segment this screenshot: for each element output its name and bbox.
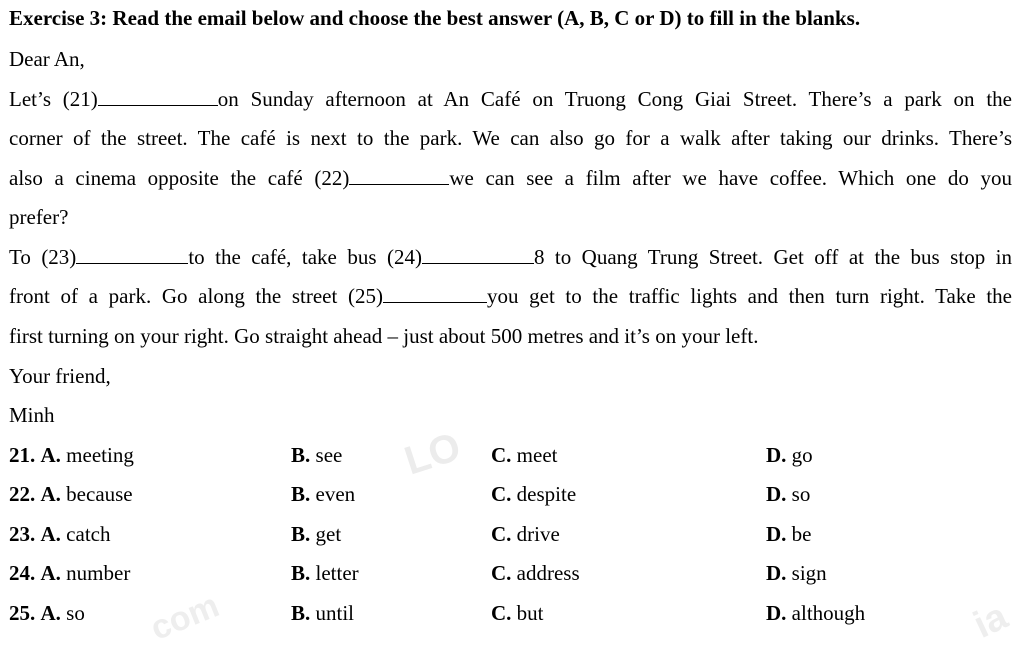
question-24-option-a[interactable]: 24. A. number — [9, 561, 131, 585]
blank-22 — [349, 166, 449, 185]
email-closing: Your friend, — [9, 364, 111, 388]
exercise-title: Exercise 3: Read the email below and choose the best answer (A, B, C or D) to fill in the blanks. — [9, 6, 861, 30]
question-22-option-c[interactable]: C. despite — [491, 482, 577, 506]
blank-21 — [98, 87, 218, 106]
question-23-option-a[interactable]: 23. A. catch — [9, 522, 111, 546]
question-25-option-c[interactable]: C. but — [491, 601, 544, 625]
question-24-option-d[interactable]: D. sign — [766, 561, 827, 585]
question-23-option-d[interactable]: D. be — [766, 522, 812, 546]
question-24-option-c[interactable]: C. address — [491, 561, 580, 585]
question-21-option-b[interactable]: B. see — [291, 443, 343, 467]
blank-24 — [422, 245, 534, 264]
blank-25 — [383, 284, 487, 303]
question-21-option-a[interactable]: 21. A. meeting — [9, 443, 134, 467]
email-line: front of a park. Go along the street (25) you get to the traffic lights and then turn right. Take the — [9, 284, 1012, 308]
question-22-option-a[interactable]: 22. A. because — [9, 482, 133, 506]
email-line: first turning on your right. Go straight ahead – just about 500 metres and it’s on your left. — [9, 324, 759, 348]
email-line: To (23) to the café, take bus (24) 8 to Quang Trung Street. Get off at the bus stop in — [9, 245, 1012, 269]
question-21-option-c[interactable]: C. meet — [491, 443, 558, 467]
email-line: corner of the street. The café is next to the park. We can also go for a walk after taking our drinks. There’s — [9, 126, 1012, 150]
question-22-option-b[interactable]: B. even — [291, 482, 356, 506]
email-greeting: Dear An, — [9, 47, 85, 71]
email-line: prefer? — [9, 205, 69, 229]
question-25-option-a[interactable]: 25. A. so — [9, 601, 85, 625]
question-21-option-d[interactable]: D. go — [766, 443, 813, 467]
question-25-option-b[interactable]: B. until — [291, 601, 355, 625]
question-25-option-d[interactable]: D. although — [766, 601, 866, 625]
watermark-fragment: LO — [399, 424, 466, 484]
email-signature: Minh — [9, 403, 55, 427]
blank-23 — [76, 245, 188, 264]
question-23-option-b[interactable]: B. get — [291, 522, 342, 546]
email-line: Let’s (21) on Sunday afternoon at An Café on Truong Cong Giai Street. There’s a park on the — [9, 87, 1012, 111]
question-23-option-c[interactable]: C. drive — [491, 522, 560, 546]
email-line: also a cinema opposite the café (22) we can see a film after we have coffee. Which one do you — [9, 166, 1012, 190]
question-22-option-d[interactable]: D. so — [766, 482, 811, 506]
watermark-fragment: com — [145, 586, 225, 648]
watermark-fragment: ia — [967, 595, 1014, 647]
question-24-option-b[interactable]: B. letter — [291, 561, 359, 585]
